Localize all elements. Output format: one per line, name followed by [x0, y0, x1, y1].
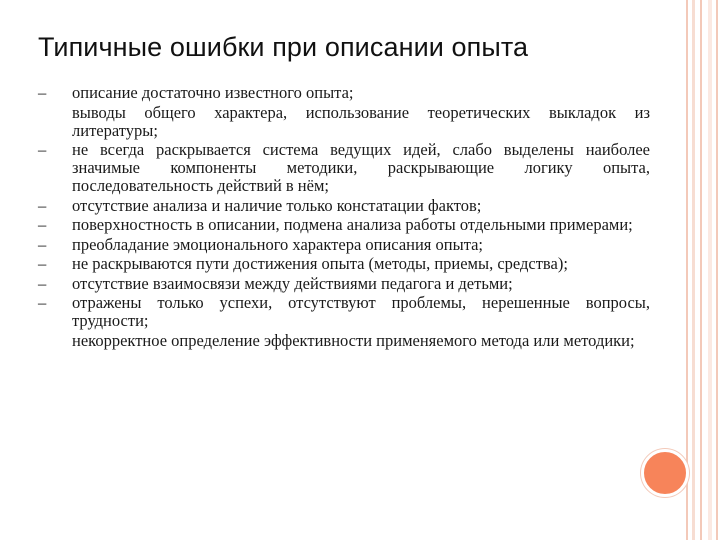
decorative-circle [641, 449, 689, 497]
decorative-stripe [692, 0, 695, 540]
list-item [38, 294, 650, 330]
list-item-text: некорректное определение эффективности применяемого метода или методики; [72, 330, 635, 350]
list-item-text: не раскрываются пути достижения опыта (методы, приемы, средства); [72, 254, 568, 273]
list-item-text: описание достаточно известного опыта; [72, 83, 354, 102]
slide-title: Типичные ошибки при описании опыта [38, 32, 529, 62]
dash-marker: – [38, 215, 47, 234]
dash-marker: – [38, 140, 47, 159]
list-item [38, 236, 650, 254]
list-item [38, 255, 650, 273]
list-item [38, 141, 650, 195]
error-list [38, 84, 650, 351]
list-item-text: преобладание эмоционального характера описания опыта; [72, 234, 484, 254]
decorative-stripe [708, 0, 712, 540]
dash-marker: – [38, 293, 47, 312]
decorative-stripe [700, 0, 702, 540]
dash-marker: – [38, 234, 47, 254]
decorative-stripe [686, 0, 688, 540]
list-item [38, 84, 650, 102]
dash-marker: – [38, 83, 47, 102]
dash-marker: – [38, 195, 47, 215]
list-item [38, 275, 650, 293]
list-item [38, 104, 650, 140]
list-item [38, 332, 650, 350]
list-item-text: поверхностность в описании, подмена анализа работы отдельными примерами; [72, 215, 633, 234]
list-item [38, 197, 650, 215]
dash-marker: – [38, 254, 47, 273]
list-item-text: выводы общего характера, использование теоретических выкладок из литературы; [72, 102, 650, 140]
list-item-text: отражены только успехи, отсутствуют проблемы, нерешенные вопросы, трудности; [72, 293, 650, 330]
list-item [38, 216, 650, 234]
dash-marker: – [38, 273, 47, 293]
list-item-text: не всегда раскрывается система ведущих идей, слабо выделены наиболее значимые компоненты методики, раскрывающие логику опыта, последовательность действий в нём; [72, 140, 650, 195]
decorative-stripe [716, 0, 718, 540]
list-item-text: отсутствие взаимосвязи между действиями педагога и детьми; [72, 273, 513, 293]
list-item-text: отсутствие анализа и наличие только констатации фактов; [72, 195, 482, 215]
